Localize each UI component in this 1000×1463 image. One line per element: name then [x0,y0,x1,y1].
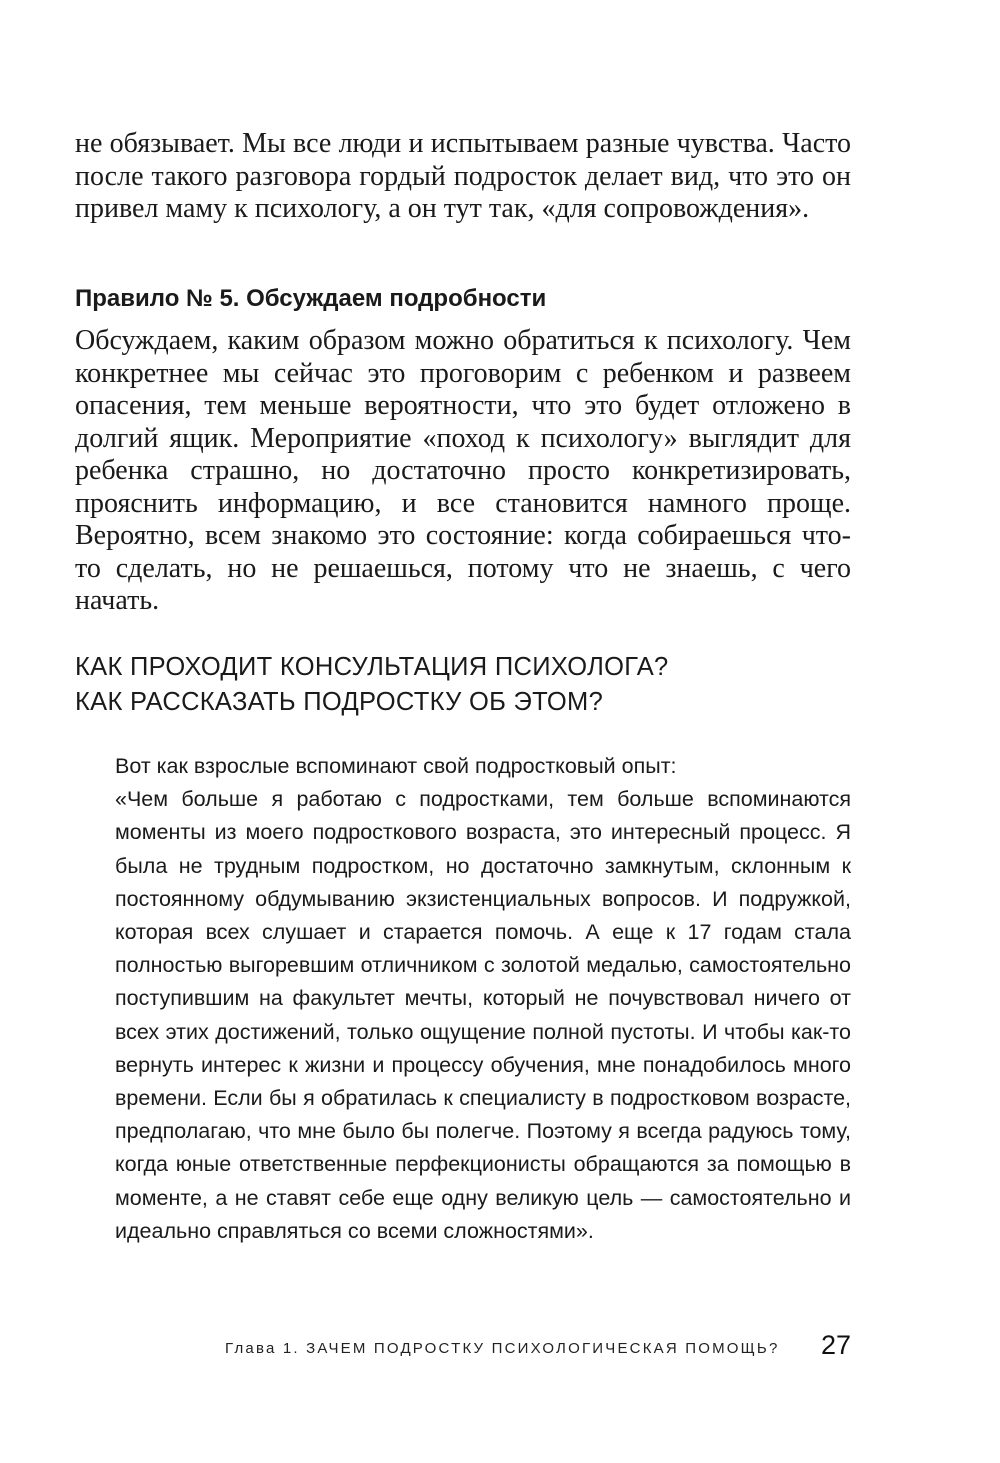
quote-block [115,750,851,1248]
rule-heading: Правило № 5. Обсуждаем подробности [75,285,547,312]
page-footer [225,1330,851,1370]
quote-intro: Вот как взрослые вспоминают свой подростковый опыт: [115,754,677,778]
running-head: Глава 1. ЗАЧЕМ ПОДРОСТКУ ПСИХОЛОГИЧЕСКАЯ ПОМОЩЬ? [225,1340,780,1357]
quote-text: «Чем больше я работаю с подростками, тем больше вспоминаются моменты из моего подросткового возраста, это интересный процесс. Я была не трудным подростком, но достаточно замкнутым, склонным к постоянному обдумыванию экзистенциальных вопросов. И подружкой, которая всех слушает и старается помочь. А еще к 17 годам стала полностью выгоревшим отличником с золотой медалью, самостоятельно поступившим на факультет мечты, который не почувствовал ничего от всех этих достижений, только ощущение полной пустоты. И чтобы как-то вернуть интерес к жизни и процессу обучения, мне понадобилось много времени. Если бы я обратилась к специалисту в подростковом возрасте, предполагаю, что мне было бы полегче. Поэтому я всегда радуюсь тому, когда юные ответственные перфекционисты обращаются за помощью в моменте, а не ставят себе еще одну великую цель — самостоятельно и идеально справляться со всеми сложностями». [115,787,851,1243]
intro-paragraph: не обязывает. Мы все люди и испытываем разные чувства. Часто после такого разговора гордый подросток делает вид, что это он привел маму к психологу, а он тут так, «для сопровождения». [75,128,851,224]
section-heading-line-2: КАК РАССКАЗАТЬ ПОДРОСТКУ ОБ ЭТОМ? [75,688,604,716]
section-heading [75,650,669,720]
page-number: 27 [820,1330,851,1360]
rule-paragraph: Обсуждаем, каким образом можно обратиться к психологу. Чем конкретнее мы сейчас это проговорим с ребенком и развеем опасения, тем меньше вероятности, что это будет отложено в долгий ящик. Мероприятие «поход к психологу» выглядит для ребенка страшно, но достаточно просто конкретизировать, прояснить информацию, и все становится намного проще. Вероятно, всем знакомо это состояние: когда собираешься что-то сделать, но не решаешься, потому что не знаешь, с чего начать. [75,325,851,616]
section-heading-line-1: КАК ПРОХОДИТ КОНСУЛЬТАЦИЯ ПСИХОЛОГА? [75,653,669,681]
